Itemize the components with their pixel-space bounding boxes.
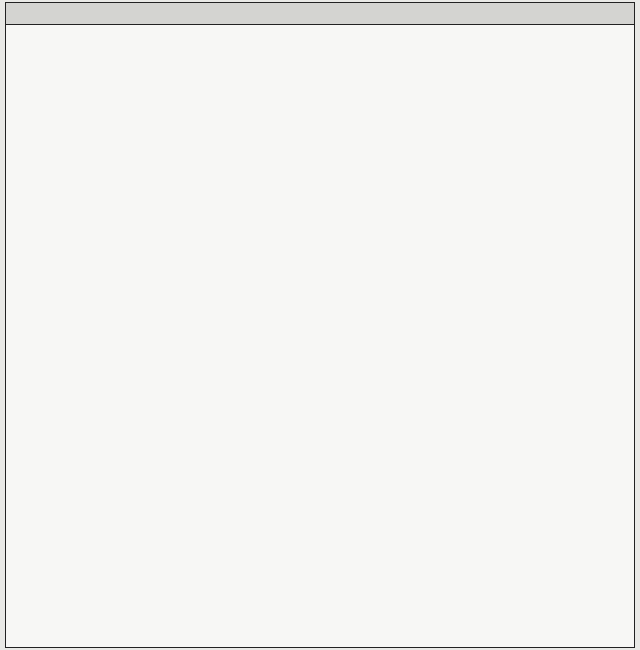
- schedule-sheet: [5, 2, 635, 648]
- date-band-2: [6, 3, 634, 25]
